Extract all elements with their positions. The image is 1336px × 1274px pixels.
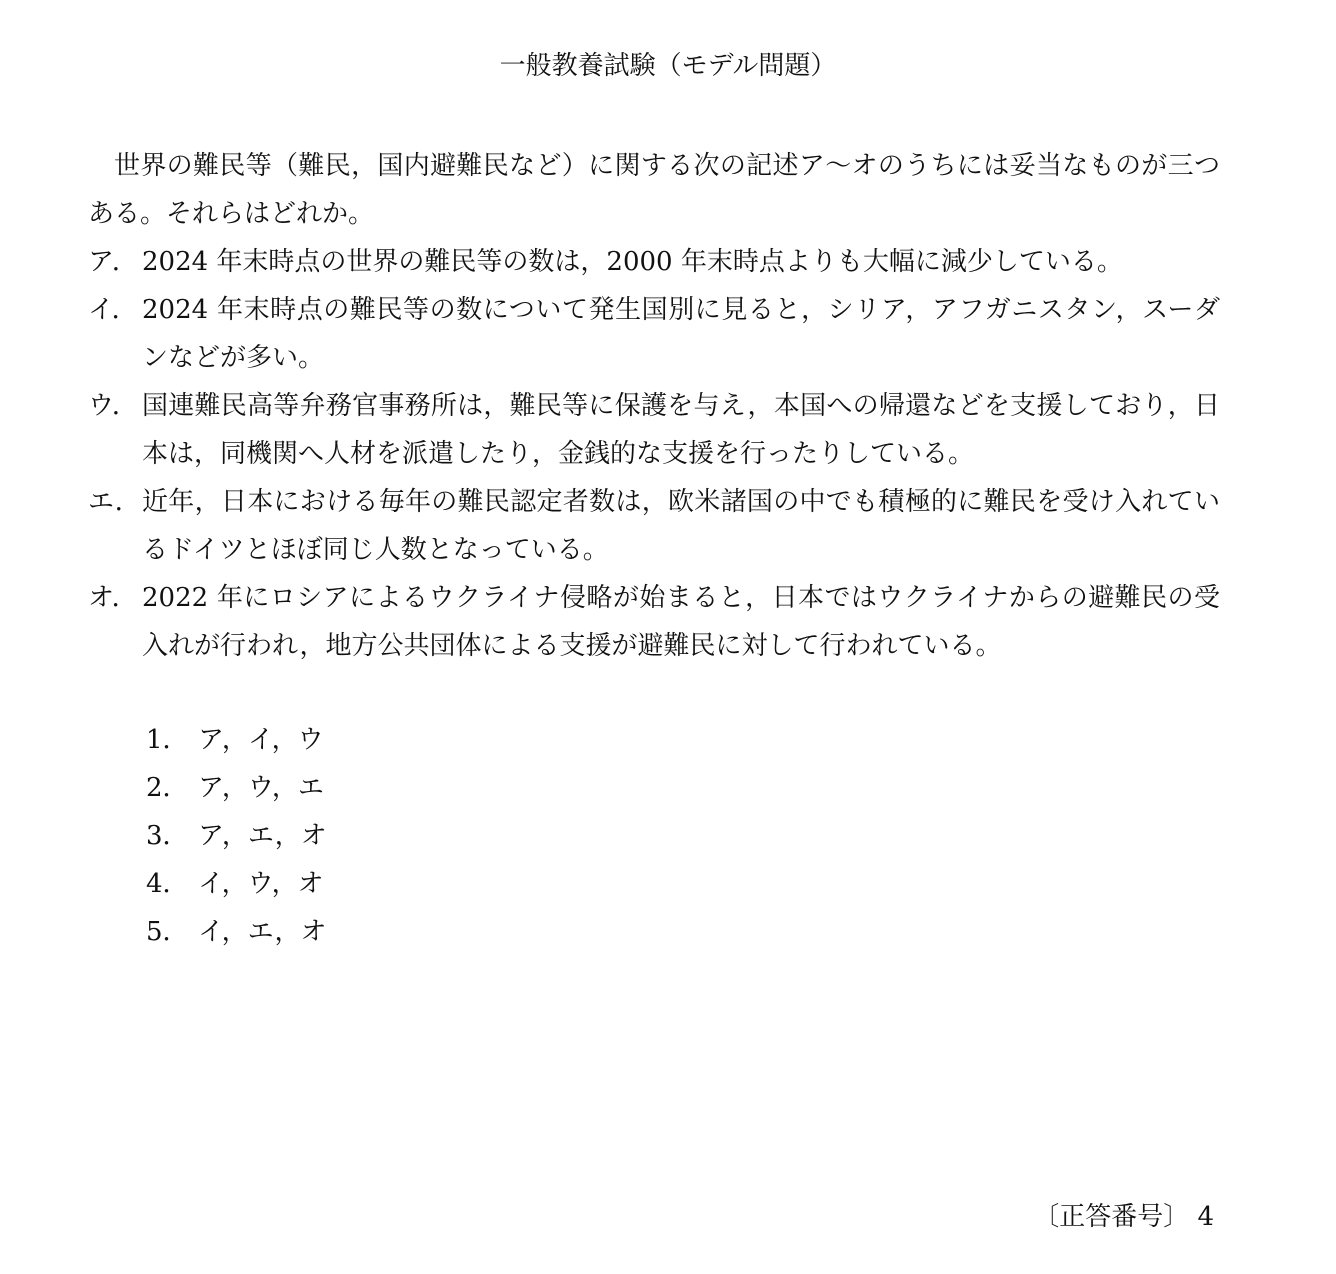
statement-i bbox=[88, 286, 1220, 382]
statement-e bbox=[88, 478, 1220, 574]
choice-number: 3． bbox=[146, 821, 189, 851]
choice-text: ア，エ，オ bbox=[198, 821, 327, 851]
choice-text: ア，イ，ウ bbox=[198, 725, 324, 755]
statement-text: 2024 年末時点の世界の難民等の数は，2000 年末時点よりも大幅に減少している。 bbox=[142, 247, 1123, 277]
statement-a bbox=[88, 238, 1220, 286]
question-stem: 世界の難民等（難民，国内避難民など）に関する次の記述ア～オのうちには妥当なものが三つある。それらはどれか。 bbox=[88, 151, 1220, 229]
statement-text: 2024 年末時点の難民等の数について発生国別に見ると，シリア，アフガニスタン，スーダンなどが多い。 bbox=[142, 295, 1220, 373]
statement-label: オ． bbox=[88, 583, 138, 613]
choice-text: ア，ウ，エ bbox=[198, 773, 324, 803]
choice-text: イ，ウ，オ bbox=[198, 869, 324, 899]
statement-text: 2022 年にロシアによるウクライナ侵略が始まると，日本ではウクライナからの避難民の受入れが行われ，地方公共団体による支援が避難民に対して行われている。 bbox=[142, 583, 1220, 661]
statement-o bbox=[88, 574, 1220, 670]
choice-1 bbox=[146, 716, 327, 764]
choice-text: イ，エ，オ bbox=[198, 917, 327, 947]
statement-label: ウ． bbox=[88, 391, 138, 421]
correct-answer: 〔正答番号〕 4 bbox=[1033, 1202, 1214, 1232]
choice-2 bbox=[146, 764, 327, 812]
statement-text: 近年，日本における毎年の難民認定者数は，欧米諸国の中でも積極的に難民を受け入れているドイツとほぼ同じ人数となっている。 bbox=[142, 487, 1220, 565]
choice-4 bbox=[146, 860, 327, 908]
choice-number: 1． bbox=[146, 725, 189, 755]
statement-label: イ． bbox=[88, 295, 138, 325]
answer-choices bbox=[146, 716, 327, 956]
choice-number: 4． bbox=[146, 869, 189, 899]
choice-3 bbox=[146, 812, 327, 860]
statement-u bbox=[88, 382, 1220, 478]
statement-text: 国連難民高等弁務官事務所は，難民等に保護を与え，本国への帰還などを支援しており，日本は，同機関へ人材を派遣したり，金銭的な支援を行ったりしている。 bbox=[142, 391, 1220, 469]
choice-number: 2． bbox=[146, 773, 189, 803]
question-block bbox=[88, 142, 1220, 670]
statement-label: エ． bbox=[88, 487, 141, 517]
choice-5 bbox=[146, 908, 327, 956]
statement-label: ア． bbox=[88, 247, 138, 277]
page-title: 一般教養試験（モデル問題） bbox=[499, 51, 837, 81]
choice-number: 5． bbox=[146, 917, 189, 947]
